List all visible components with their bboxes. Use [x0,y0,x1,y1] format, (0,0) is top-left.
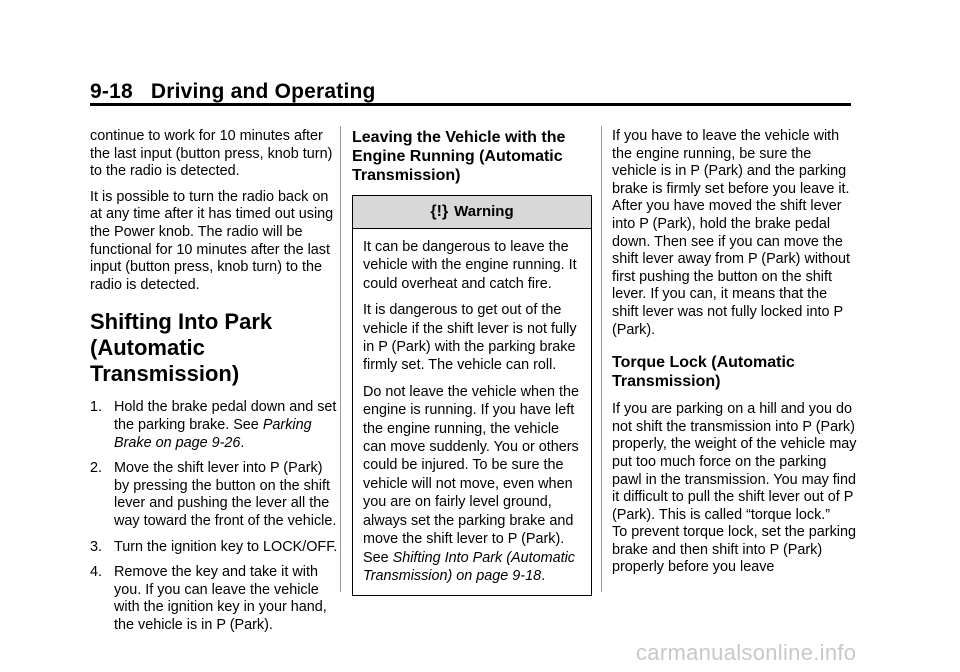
step-number: 4. [90,564,103,581]
step-number: 3. [90,538,103,555]
step-text: Remove the key and take it with you. If you can leave the vehicle with the ignition key in your hand, the vehicle is in P (Park). [114,564,327,633]
watermark: carmanualsonline.info [636,640,857,665]
column-left [90,128,340,642]
paragraph: It can be dangerous to leave the vehicle with the engine running. It could overheat and catch fire. [363,239,577,292]
paragraph: continue to work for 10 minutes after the last input (button press, knob turn) to the radio is detected. [90,128,333,180]
paragraph: If you have to leave the vehicle with the engine running, be sure the vehicle is in P (Park) and the parking brake is firmly set before you leave it. After you have moved the shift lever into P (Park), hold the brake pedal down. Then see if you can move the shift lever away from P (Park) without first pushing the button on the shift lever. If you can, it means that the shift lever was not fully locked into P (Park). [612,128,851,338]
section-heading: Leaving the Vehicle with the Engine Running (Automatic Transmission) [352,129,566,184]
list-item [90,399,340,452]
paragraph: To prevent torque lock, set the parking brake and then shift into P (Park) properly before you leave [612,524,856,576]
page-header [90,80,376,104]
list-item [90,460,340,530]
warning-triangle-icon: {!} [430,203,449,221]
step-tail: . [240,434,245,451]
paragraph: It is dangerous to get out of the vehicle if the shift lever is not fully in P (Park) with the parking brake firmly set. The vehicle can roll. [363,302,577,374]
column-divider [601,126,602,592]
warning-body [353,229,591,595]
warning-box [352,195,592,596]
cross-reference-link[interactable]: Shifting Into Park (Automatic Transmission) on page 9-18 [363,549,575,584]
heading-line: Shifting Into Park [90,309,273,335]
step-number: 2. [90,460,103,477]
step-text: Hold the brake pedal down and set the parking brake. See [114,399,337,433]
paragraph-tail: . [541,567,546,584]
paragraph: It is possible to turn the radio back on at any time after it has timed out using the Power knob. The radio will be functional for 10 minutes after the last input (button press, knob turn) to the radio is detected. [90,188,334,293]
list-item [90,539,340,557]
section-heading: Torque Lock (Automatic Transmission) [612,354,795,391]
paragraph-text: Do not leave the vehicle when the engine is running. If you have left the engine running, the vehicle can move suddenly. You or others could be injured. To be sure the vehicle will not move, even when you are on fairly level ground, always set the parking brake and move the shift lever to P (Park). See [363,383,580,566]
warning-label: Warning [454,203,514,221]
list-item [90,564,340,634]
column-middle [352,128,592,596]
step-text: Move the shift lever into P (Park) by pressing the button on the shift lever and pushing the lever all the way toward the front of the vehicle. [114,460,337,529]
column-right [612,128,857,585]
warning-header [353,196,591,229]
step-list [90,399,340,634]
header-rule [90,103,851,106]
page-number: 9-18 [90,80,133,103]
section-title: Driving and Operating [150,80,376,103]
paragraph: If you are parking on a hill and you do not shift the transmission into P (Park) properly, the weight of the vehicle may put too much force on the parking pawl in the transmission. You may find it difficult to pull the shift lever out of P (Park). This is called “torque lock.” [612,401,857,523]
heading-line: (Automatic Transmission) [90,335,240,387]
cross-reference-link[interactable]: Parking Brake on page 9-26 [114,416,312,451]
paragraph [363,383,581,585]
step-number: 1. [90,399,103,416]
column-divider [340,126,341,592]
section-heading [90,309,340,387]
step-text: Turn the ignition key to LOCK/OFF. [114,538,338,555]
